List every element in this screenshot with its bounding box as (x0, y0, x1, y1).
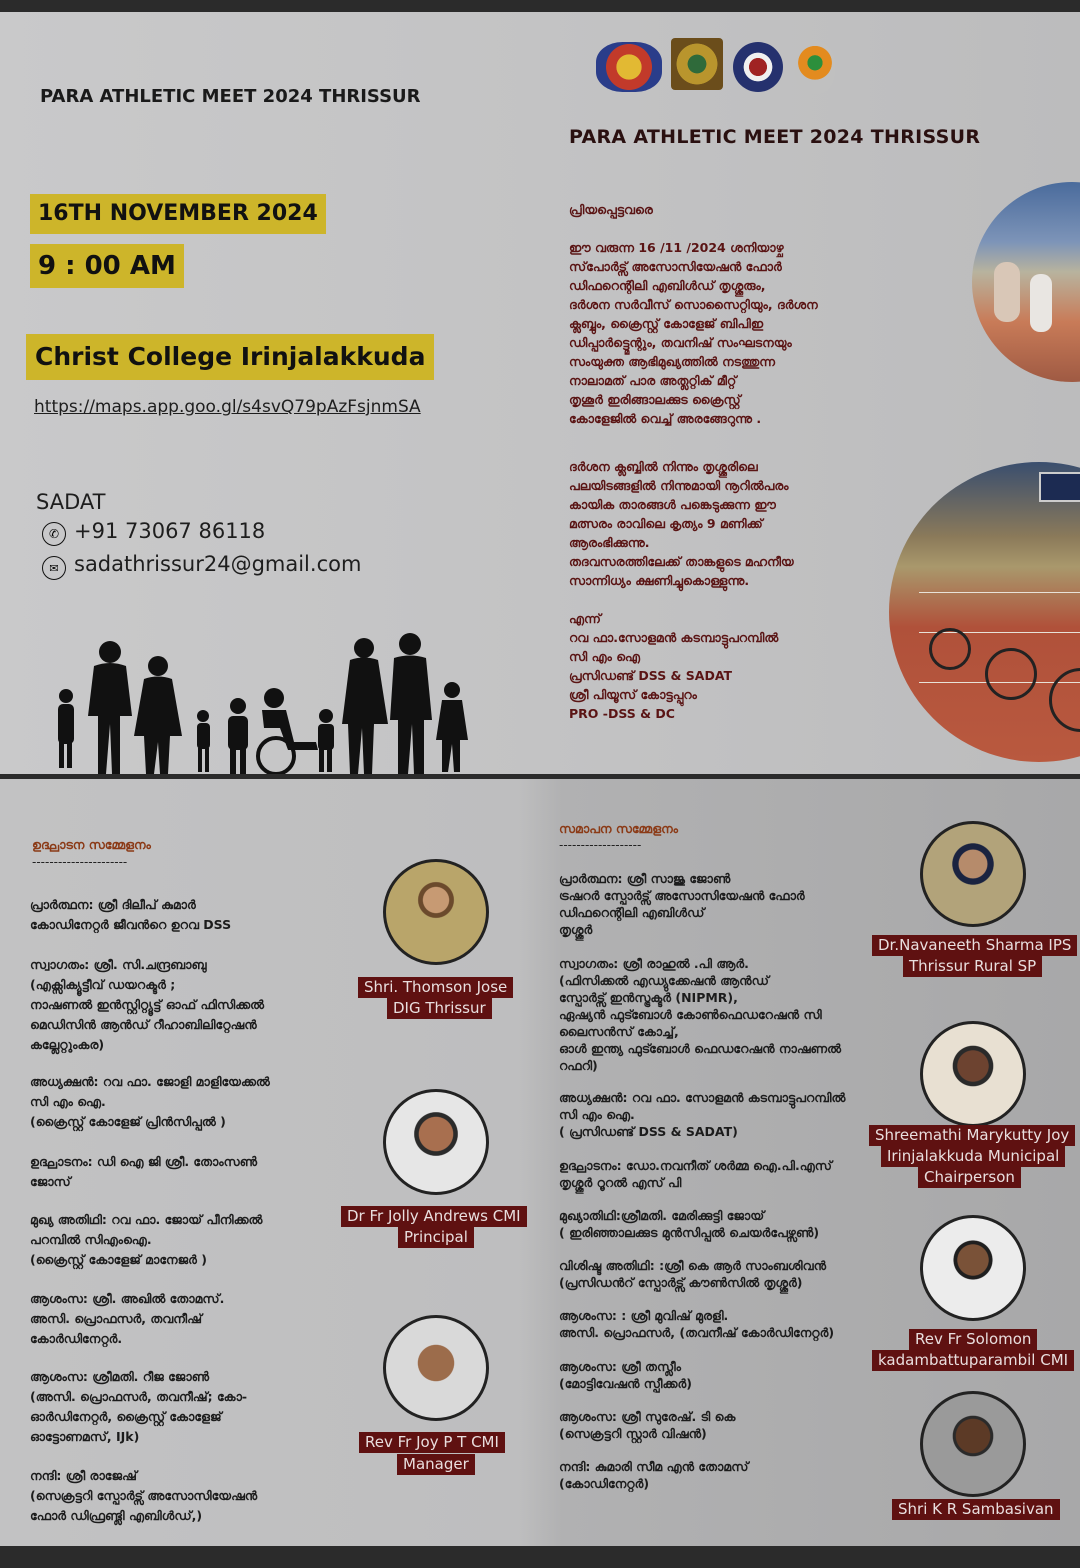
sambasivan-caption-name: Shri K R Sambasivan (892, 1499, 1060, 1520)
valedictory-heading: സമാപന സമ്മേളനം (559, 821, 678, 836)
inauguration-heading: ഉദ്ഘാടന സമ്മേളനം (32, 837, 151, 852)
inauguration-chief-guest: മുഖ്യ അതിഥി: റവ ഫാ. ജോയ് പീനിക്കൽ പറമ്പിൽ സിഎംഐ. (ക്രൈസ്റ്റ് കോളേജ് മാനേജർ ) (30, 1212, 263, 1267)
jolly-andrews-caption-title: Principal (398, 1227, 474, 1248)
solomon-caption-title: kadambattuparambil CMI (872, 1350, 1074, 1371)
valedictory-rule: ------------------- (559, 838, 642, 852)
valedictory-inaugurator: ഉദ്ഘാടനം: ഡോ.നവനീത് ശർമ്മ ഐ.പി.എസ് തൃശ്ശൂർ റൂറൽ എസ് പി (559, 1158, 832, 1190)
family-silhouette-illustration (48, 624, 478, 774)
joy-pt-caption-title: Manager (397, 1454, 475, 1475)
programme-bottom-panel (0, 779, 1080, 1546)
valedictory-felicitation-2: ആശംസ: ശ്രീ തസ്ലീം (മോട്ടിവേഷൻ സ്പീക്കർ) (559, 1359, 692, 1391)
jolly-andrews-caption-name: Dr Fr Jolly Andrews CMI (341, 1206, 527, 1227)
event-title-right: PARA ATHLETIC MEET 2024 THRISSUR (569, 126, 981, 148)
inauguration-vote-of-thanks: നന്ദി: ശ്രീ രാജേഷ് (സെക്രട്ടറി സ്പോർട്സ് അസോസിയേഷൻ ഫോർ ഡിഫ്രണ്ട്ലി എബിൾഡ്,) (30, 1468, 258, 1523)
darshana-club-logo (671, 38, 723, 90)
contact-name: SADAT (36, 490, 106, 514)
marykutty-joy-caption-title: Irinjalakkuda Municipal (881, 1146, 1065, 1167)
thomson-jose-photo (383, 859, 489, 965)
valedictory-vote-of-thanks: നന്ദി: കുമാരി സീമ എൻ തോമസ് (കോഡിനേറ്റർ) (559, 1459, 749, 1491)
navaneeth-sharma-caption-name: Dr.Navaneeth Sharma IPS (872, 935, 1077, 956)
letter-paragraph-1: ഈ വരുന്ന 16 /11 /2024 ശനിയാഴ്ച സ്‌പോർട്സ് അസോസിയേഷൻ ഫോർ ഡിഫറെന്റിലി എബിൾഡ് തൃശ്ശൂരും, ദർശന സർവീസ് സൊസൈറ്റിയും, ദർശന ക്ലബ്ബും, ക്രൈസ്റ്റ് കോളേജ് ബിപിഇ ഡിപ്പാർട്ട്മെന്റും, തവനിഷ് സംഘടനയും സംയുക്ത ആഭിമുഖ്യത്തിൽ നടത്തുന്ന നാലാമത് പാര അത്ലറ്റിക് മീറ്റ് തൃശൂർ ഇരിങ്ങാലക്കുട ക്രൈസ്റ്റ് കോളേജിൽ വെച്ച് അരങ്ങേറുന്നു . (569, 240, 818, 426)
joy-pt-caption-name: Rev Fr Joy P T CMI (359, 1432, 505, 1453)
letter-paragraph-2: ദർശന ക്ലബ്ബിൽ നിന്നും തൃശ്ശൂരിലെ പലയിടങ്ങളിൽ നിന്നുമായി നൂറിൽപരം കായിക താരങ്ങൾ പങ്കെടുക്കുന്ന ഈ മത്സരം രാവിലെ കൃത്യം 9 മണിക്ക് ആരംഭിക്കുന്നു. തദവസരത്തിലേക്ക് താങ്കളുടെ മഹനീയ സാന്നിധ്യം ക്ഷണിച്ചുകൊള്ളുന്നു. (569, 459, 794, 588)
athletes-photo (972, 182, 1080, 382)
sports-association-logo (596, 42, 662, 92)
inauguration-felicitation-2: ആശംസ: ശ്രീമതി. റീജ ജോൺ (അസി. പ്രൊഫസർ, തവനീഷ്; കോ- ഓർഡിനേറ്റർ, ക്രൈസ്റ്റ് കോളേജ് ഓട്ടോണമസ്, IJk) (30, 1369, 248, 1444)
christ-college-logo (733, 42, 783, 92)
letter-signature: എന്ന് റവ ഫാ.സോളമൻ കടമ്പാട്ടുപറമ്പിൽ സി എം ഐ പ്രസിഡണ്ട് DSS & SADAT ശ്രീ പിയൂസ് കോട്ടപ്പുറം PRO -DSS & DC (569, 611, 779, 721)
inauguration-felicitation-1: ആശംസ: ശ്രീ. അഖിൽ തോമസ്. അസി. പ്രൊഫസർ, തവനീഷ് കോർഡിനേറ്റർ. (30, 1291, 225, 1346)
valedictory-felicitation-1: ആശംസ: : ശ്രീ മുവിഷ് മുരളി. അസി. പ്രൊഫസർ, (തവനീഷ് കോർഡിനേറ്റർ) (559, 1308, 835, 1340)
inauguration-inaugurator: ഉദ്ഘാടനം: ഡി ഐ ജി ശ്രീ. തോംസൺ ജോസ് (30, 1154, 258, 1189)
email-icon: ✉ (42, 556, 66, 580)
inauguration-rule: ---------------------- (32, 855, 128, 869)
valedictory-prayer: പ്രാർത്ഥന: ശ്രീ സാജു ജോൺ ട്രഷറർ സ്പോർട്സ് അസോസിയേഷൻ ഫോർ ഡിഫറെന്റിലി എബിൾഡ് തൃശ്ശൂർ (559, 871, 805, 937)
solomon-caption-name: Rev Fr Solomon (909, 1329, 1037, 1350)
valedictory-chief-guest: മുഖ്യാതിഥി:ശ്രീമതി. മേരിക്കുട്ടി ജോയ് ( ഇരിഞ്ഞാലക്കുട മുൻസിപ്പൽ ചെയർപേഴ്സൺ) (559, 1208, 820, 1240)
marykutty-joy-photo (920, 1021, 1026, 1127)
valedictory-special-guest: വിശിഷ്ട അതിഥി: :ശ്രീ കെ ആർ സാംബശിവൻ (പ്രസിഡൻറ് സ്പോർട്സ് കൗൺസിൽ തൃശ്ശൂർ) (559, 1258, 827, 1290)
marykutty-joy-caption-title-2: Chairperson (918, 1167, 1021, 1188)
valedictory-felicitation-3: ആശംസ: ശ്രീ സുരേഷ്. ടി കെ (സെക്രട്ടറി സ്റ്റാർ വിഷൻ) (559, 1409, 736, 1441)
solomon-photo (920, 1215, 1026, 1321)
event-venue: Christ College Irinjalakkuda (26, 334, 434, 380)
navaneeth-sharma-photo (920, 821, 1026, 927)
jolly-andrews-photo (383, 1089, 489, 1195)
joy-pt-photo (383, 1315, 489, 1421)
event-date: 16TH NOVEMBER 2024 (30, 194, 326, 234)
sambasivan-photo (920, 1391, 1026, 1497)
contact-phone[interactable]: +91 73067 86118 (74, 519, 266, 543)
navaneeth-sharma-caption-title: Thrissur Rural SP (903, 956, 1042, 977)
invitation-top-panel (0, 12, 1080, 774)
contact-email[interactable]: sadathrissur24@gmail.com (74, 552, 362, 576)
wheelchair-race-photo (889, 462, 1080, 762)
letter-greeting: പ്രിയപ്പെട്ടവരെ (569, 202, 653, 217)
inauguration-prayer: പ്രാർത്ഥന: ശ്രീ ദിലീപ് കുമാർ കോഡിനേറ്റർ ജീവൻറെ ഉറവ DSS (30, 897, 232, 932)
thomson-jose-caption-title: DIG Thrissur (387, 998, 492, 1019)
inauguration-president: അധ്യക്ഷൻ: റവ ഫാ. ജോളി മാളിയേക്കൽ സി എം ഐ. (ക്രൈസ്റ്റ് കോളേജ് പ്രിൻസിപ്പൽ ) (30, 1074, 270, 1129)
valedictory-president: അധ്യക്ഷൻ: റവ ഫാ. സോളമൻ കടമ്പാട്ടുപറമ്പിൽ സി എം ഐ. ( പ്രസിഡണ്ട് DSS & SADAT) (559, 1090, 846, 1139)
event-time: 9 : 00 AM (30, 244, 184, 288)
event-title-left: PARA ATHLETIC MEET 2024 THRISSUR (40, 86, 421, 107)
phone-icon: ✆ (42, 522, 66, 546)
map-link[interactable]: https://maps.app.goo.gl/s4svQ79pAzFsjnmSA (34, 397, 421, 417)
marykutty-joy-caption-name: Shreemathi Marykutty Joy (869, 1125, 1075, 1146)
thavanish-logo (795, 42, 835, 94)
thomson-jose-caption-name: Shri. Thomson Jose (358, 977, 513, 998)
inauguration-welcome: സ്വാഗതം: ശ്രീ. സി.ചന്ദ്രബാബു (എക്സിക്യൂട്ടീവ് ഡയറക്ടർ ; നാഷണൽ ഇൻസ്റ്റിറ്റ്യൂട്ട് ഓഫ് ഫിസിക്കൽ മെഡിസിൻ ആൻഡ് റീഹാബിലിറ്റേഷൻ കല്ലേറ്റുംകര) (30, 957, 265, 1052)
valedictory-welcome: സ്വാഗതം: ശ്രീ രാഹുൽ .പി ആർ. (ഫിസിക്കൽ എഡ്യുക്കേഷൻ ആൻഡ് സ്പോർട്സ് ഇൻസ്ട്രക്ടർ (NIPMR), ഏഷ്യൻ ഫുട്ബോൾ കോൺഫെഡറേഷൻ സി ലൈസൻസ് കോച്ച്, ഓൾ ഇന്ത്യ ഫുട്ബോൾ ഫെഡറേഷൻ നാഷണൽ റഫറി) (559, 956, 842, 1073)
